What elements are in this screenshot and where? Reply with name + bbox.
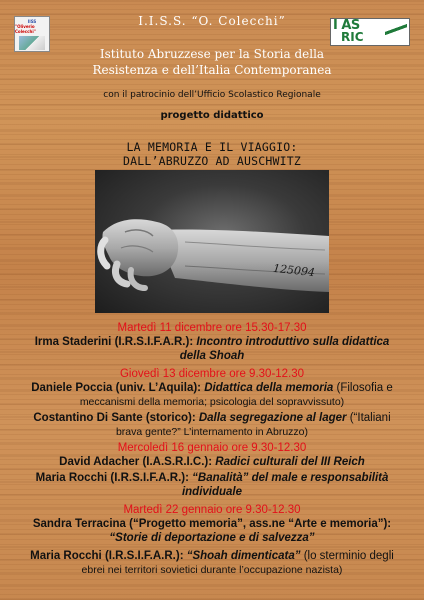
session-2 [0, 382, 424, 395]
speaker-6: Sandra Terracina (“Progetto memoria”, ass.ne “Arte e memoria”): [32, 518, 392, 530]
session-6 [0, 518, 424, 531]
session-4-title: Radici culturali del III Reich [215, 456, 365, 468]
speaker-4: David Adacher (I.A.S.R.I.C.): [59, 456, 213, 468]
session-3 [0, 412, 424, 425]
session-3-note: (“Italiani [349, 412, 391, 424]
session-1-title: Incontro introduttivo sulla didattica [196, 336, 390, 348]
session-1 [0, 336, 424, 349]
session-1-title-cont: della Shoah [179, 350, 245, 362]
session-7 [0, 550, 424, 563]
tattoo-number: 125094 [272, 261, 316, 280]
session-7-note: (lo sterminio degli [303, 550, 394, 562]
session-7-note-cont: ebrei nei territori sovietici durante l’occupazione nazista) [81, 564, 343, 576]
session-5-title-cont: individuale [181, 486, 243, 498]
session-3-note-cont: brava gente?” L’internamento in Abruzzo) [115, 426, 309, 438]
arm-illustration [95, 170, 329, 313]
poster-title [0, 140, 424, 168]
session-6-line2 [0, 532, 424, 545]
institute-line-1: Istituto Abruzzese per la Storia della [99, 47, 325, 61]
patronage-text: con il patrocinio dell’Ufficio Scolastico Regionale [103, 90, 321, 100]
logo-left-name: "Oliverio Colecchi" [15, 24, 36, 34]
date-3: Mercoledì 16 gennaio ore 9.30-12.30 [117, 442, 307, 454]
institute-name [0, 46, 424, 78]
session-5 [0, 472, 424, 485]
session-3-line2 [0, 426, 424, 439]
session-6-title: “Storie di deportazione e di salvezza” [109, 532, 315, 544]
date-1: Martedì 11 dicembre ore 15.30-17.30 [117, 322, 307, 334]
session-5-line2 [0, 486, 424, 499]
speaker-2: Daniele Poccia (univ. L’Aquila): [31, 382, 201, 394]
logo-right-line1: I AS [333, 18, 360, 33]
school-name: I.I.S.S. “O. Colecchi” [138, 14, 286, 28]
speaker-7: Maria Rocchi (I.R.S.I.F.A.R.): [30, 550, 184, 562]
title-line-2: DALL’ABRUZZO AD AUSCHWITZ [122, 154, 302, 168]
session-1-line2 [0, 350, 424, 363]
session-7-title: “Shoah dimenticata” [186, 550, 301, 562]
tattooed-arm-photo [95, 170, 329, 313]
title-line-1: LA MEMORIA E IL VIAGGIO: [126, 140, 298, 154]
logo-left-abbrev: IISS [27, 19, 37, 24]
speaker-1: Irma Staderini (I.R.S.I.F.A.R.): [34, 336, 194, 348]
session-2-line2 [0, 396, 424, 409]
session-2-title: Didattica della memoria [204, 382, 334, 394]
session-5-title: “Banalità” del male e responsabilità [192, 472, 389, 484]
date-4: Martedì 22 gennaio ore 9.30-12.30 [123, 504, 301, 516]
speaker-5: Maria Rocchi (I.R.S.I.F.A.R.): [35, 472, 189, 484]
session-4 [0, 456, 424, 469]
project-label: progetto didattico [160, 110, 264, 121]
logo-right-line2: RIC [341, 30, 364, 44]
session-2-note: (Filosofia e [336, 382, 393, 394]
session-2-note-cont: meccanismi della memoria; psicologia del sopravvissuto) [79, 396, 345, 408]
date-2: Giovedì 13 dicembre ore 9.30-12.30 [119, 368, 305, 380]
session-3-title: Dalla segregazione al lager [198, 412, 347, 424]
speaker-3: Costantino Di Sante (storico): [33, 412, 196, 424]
session-7-line2 [0, 564, 424, 577]
institute-line-2: Resistenza e dell’Italia Contemporanea [92, 63, 332, 77]
